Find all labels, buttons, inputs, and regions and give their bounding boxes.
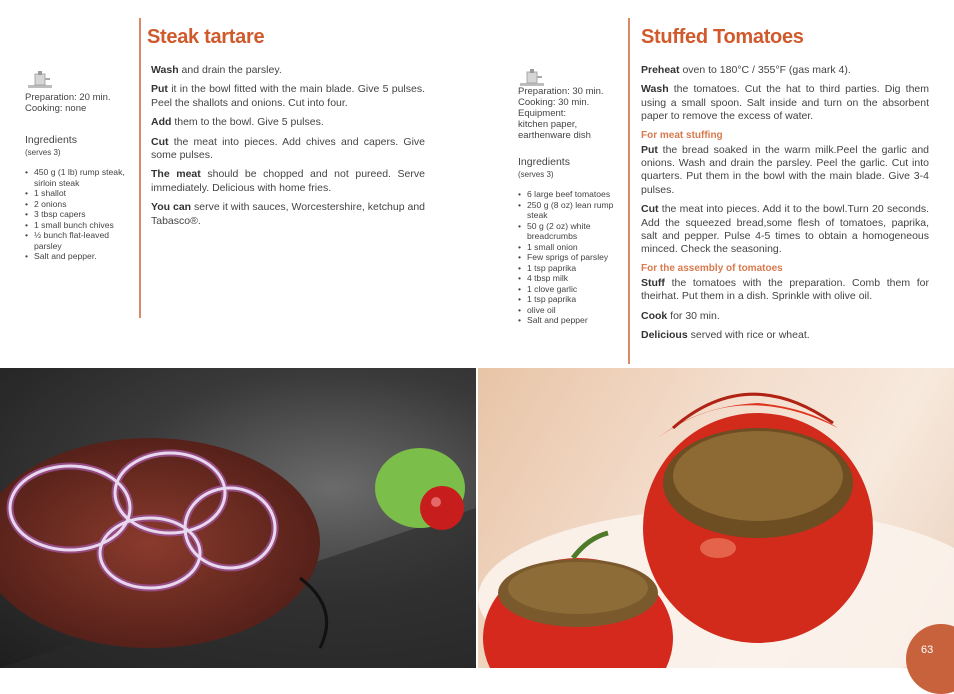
ingredients-heading: Ingredients xyxy=(25,134,77,146)
method-step: Wash the tomatoes. Cut the hat to third parties. Dig them using a small spoon. Salt inside and turn on the absorbent paper to remove the excess of water. xyxy=(641,83,929,123)
equipment-item: earthenware dish xyxy=(518,130,591,141)
method-stuffed-tomatoes xyxy=(641,64,929,349)
list-item: • 3 tbsp capers xyxy=(25,209,137,220)
list-item: • 250 g (8 oz) lean rump steak xyxy=(518,200,626,221)
stuffed-tomatoes-photo xyxy=(478,368,954,668)
list-item: • 1 small onion xyxy=(518,242,626,253)
method-step: Cut the meat into pieces. Add it to the bowl.Turn 20 seconds. Add the squeezed bread,some flesh of tomatoes, paprika, salt and pepper. Pulse 4-5 times to obtain a homogeneous minced. Check the seasoning. xyxy=(641,203,929,256)
method-step: The meat should be chopped and not pureed. Serve immediately. Delicious with home fries. xyxy=(151,168,425,194)
cook-time: Cooking: 30 min. xyxy=(518,97,590,108)
method-step: Cook for 30 min. xyxy=(641,309,720,322)
list-item: • 450 g (1 lb) rump steak, sirloin steak xyxy=(25,167,137,188)
method-step: Preheat oven to 180°C / 355°F (gas mark 4). xyxy=(641,64,851,76)
page-number: 63 xyxy=(921,644,934,656)
steak-tartare-photo xyxy=(0,368,476,668)
ingredients-heading: Ingredients xyxy=(518,156,570,168)
equipment-item: kitchen paper, xyxy=(518,119,578,130)
cook-time: Cooking: none xyxy=(25,103,87,114)
list-item: • 50 g (2 oz) white breadcrumbs xyxy=(518,221,626,242)
list-item: • 4 tbsp milk xyxy=(518,273,626,284)
method-steak-tartare xyxy=(151,64,425,234)
subheading-meat-stuffing: For meat stuffing xyxy=(641,129,723,141)
method-step: Cut the meat into pieces. Add chives and capers. Give some pulses. xyxy=(151,135,425,162)
prep-time: Preparation: 20 min. xyxy=(25,92,111,103)
method-step: Delicious served with rice or wheat. xyxy=(641,329,810,342)
list-item: • 6 large beef tomatoes xyxy=(518,189,626,200)
recipe-title-stuffed-tomatoes: Stuffed Tomatoes xyxy=(641,26,804,48)
equipment-label: Equipment: xyxy=(518,108,567,119)
method-step: Stuff the tomatoes with the preparation. Comb them for theirhat. Put them in a dish. Sprinkle with olive oil. xyxy=(641,276,929,303)
ingredient-list xyxy=(25,167,137,262)
list-item: • Few sprigs of parsley xyxy=(518,252,626,263)
prep-info xyxy=(518,86,604,141)
method-step: You can serve it with sauces, Worcestershire, ketchup and Tabasco®. xyxy=(151,201,425,227)
list-item: • 1 tsp paprika xyxy=(518,294,626,305)
food-processor-icon xyxy=(518,68,546,86)
list-item: • 1 tsp paprika xyxy=(518,263,626,274)
recipe-title-steak-tartare: Steak tartare xyxy=(147,26,265,48)
method-step: Put it in the bowl fitted with the main blade. Give 5 pulses. Peel the shallots and onions. Cut into four. xyxy=(151,83,425,109)
list-item: • Salt and pepper. xyxy=(25,251,137,262)
subheading-assembly: For the assembly of tomatoes xyxy=(641,262,783,274)
list-item: • 2 onions xyxy=(25,199,137,210)
ingredients-block xyxy=(518,156,626,326)
serves-note: (serves 3) xyxy=(518,170,554,179)
list-item: • ½ bunch flat-leaved parsley xyxy=(25,230,137,251)
list-item: • 1 clove garlic xyxy=(518,284,626,295)
list-item: • 1 small bunch chives xyxy=(25,220,137,231)
list-item: • Salt and pepper xyxy=(518,315,626,326)
method-step: Wash and drain the parsley. xyxy=(151,64,282,76)
list-item: • olive oil xyxy=(518,305,626,316)
serves-note: (serves 3) xyxy=(25,148,61,157)
prep-info xyxy=(25,92,111,114)
list-item: • 1 shallot xyxy=(25,188,137,199)
ingredients-block xyxy=(25,134,137,262)
prep-time: Preparation: 30 min. xyxy=(518,86,604,97)
food-processor-icon xyxy=(26,70,54,88)
method-step: Add them to the bowl. Give 5 pulses. xyxy=(151,116,324,129)
method-step: Put the bread soaked in the warm milk.Peel the garlic and onions. Wash and drain the parsley. Peel the garlic. Cut into quarters. Put them in the bowl with the main blade. Give 3-4 pulses. xyxy=(641,143,929,196)
ingredient-list xyxy=(518,189,626,326)
right-divider-line xyxy=(628,18,630,364)
left-divider-line xyxy=(139,18,141,318)
